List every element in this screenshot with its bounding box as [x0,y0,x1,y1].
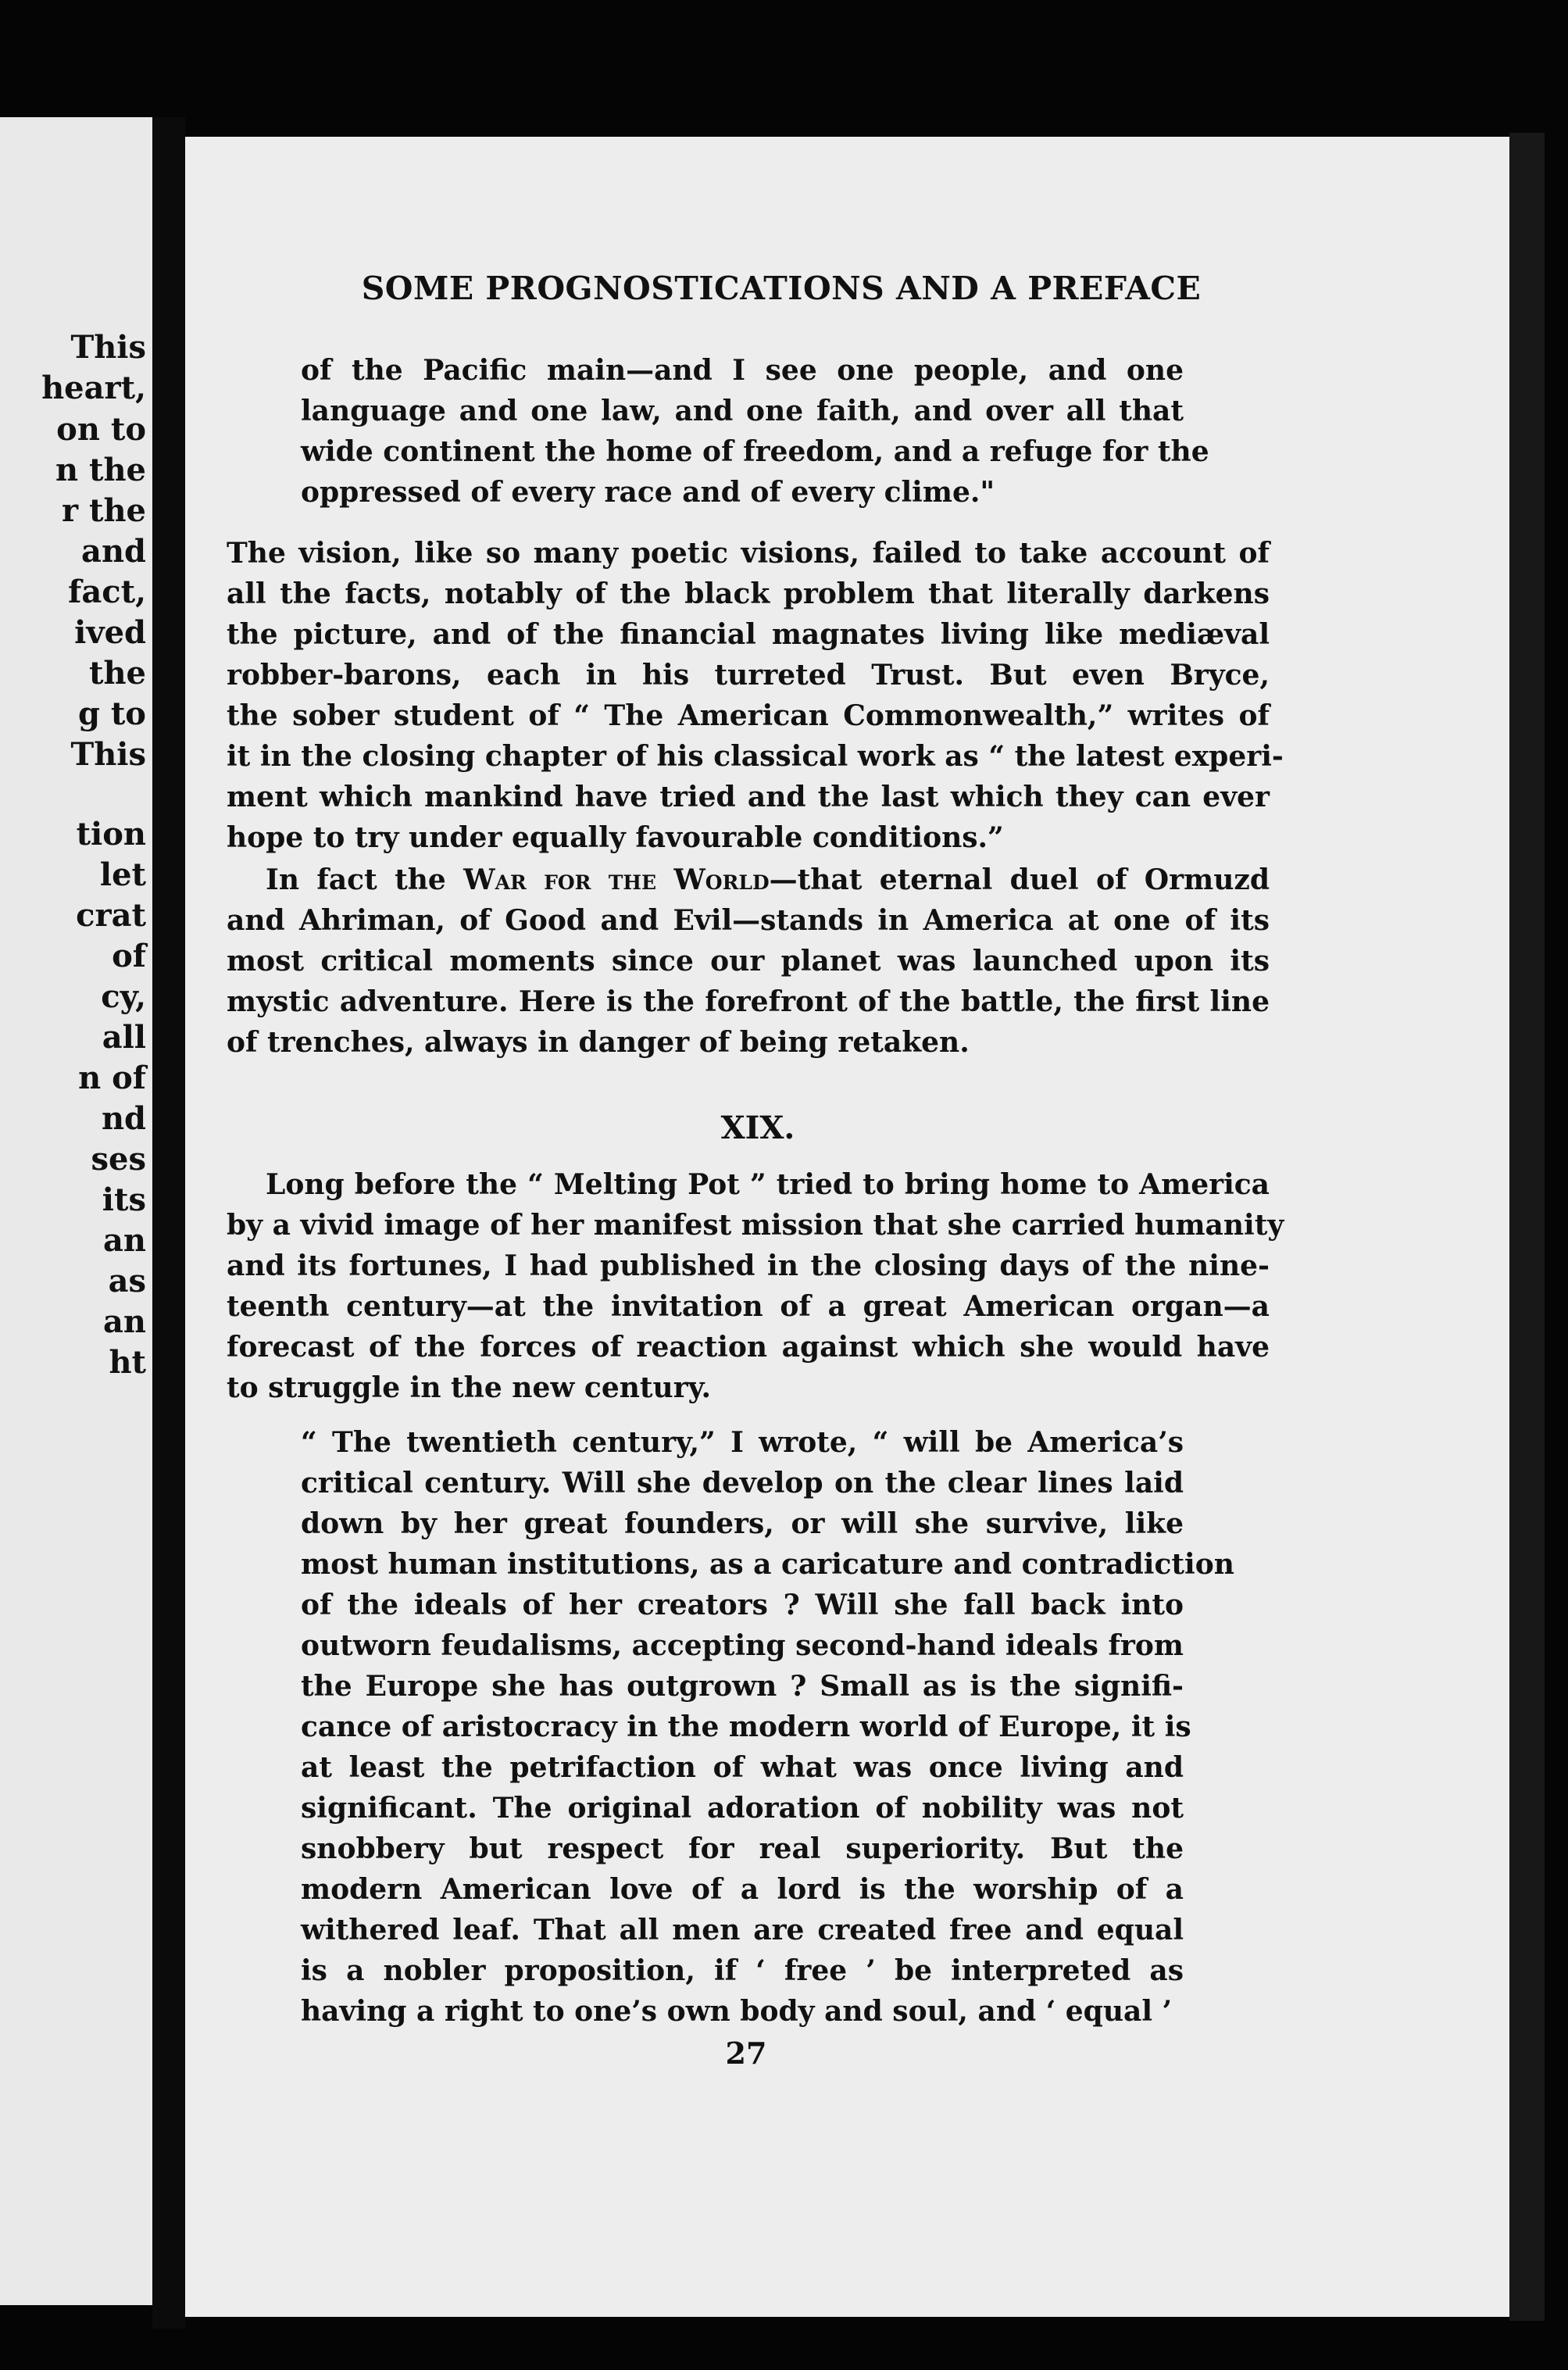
para2-lead: In fact the [266,863,464,896]
left-page-fragment: let [99,856,146,893]
para-1-line: the picture, and of the financial magnates living like mediæval [227,618,1270,651]
quote-2-line: cance of aristocracy in the modern world of Europe, it is [301,1710,1191,1743]
left-page-fragment: This [70,329,146,366]
quote-2-line: is a nobler proposition, if ‘ free ’ be interpreted as [301,1954,1184,1987]
quote-2-line: of the ideals of her creators ? Will she fall back into [301,1589,1184,1621]
para-3-line: teenth century—at the invitation of a great American organ—a [227,1290,1270,1323]
para-3-line: and its fortunes, I had published in the closing days of the nine- [227,1249,1270,1282]
left-page-fragment: n of [78,1060,146,1096]
para-3-line: Long before the “ Melting Pot ” tried to bring home to America [266,1168,1270,1201]
quote-2-line: having a right to one’s own body and soul, and ‘ equal ’ [301,1995,1173,2028]
para-3-line: to struggle in the new century. [227,1371,711,1404]
left-page-fragment: fact, [68,574,146,610]
war-for-the-world: War for the World [463,863,770,896]
left-page-fragment: n the [55,452,146,488]
section-number: XIX. [720,1110,795,1146]
para-1-line: robber-barons, each in his turreted Trust. But even Bryce, [227,659,1270,692]
left-page-fragment: on to [56,411,146,448]
quote-1-line: language and one law, and one faith, and over all that [301,395,1184,427]
left-page-fragment: ived [74,614,146,651]
para2-line-0: —that eternal duel of Ormuzd [769,863,1270,896]
left-page-fragment: an [103,1222,146,1259]
left-page-fragment: crat [76,897,146,934]
paragraph-2 [227,860,1270,1063]
previous-page-edge [0,117,152,2305]
book-gutter [152,117,185,2329]
para2-line-4: of trenches, always in danger of being retaken. [227,1026,970,1059]
para-1-line: the sober student of “ The American Commonwealth,” writes of [227,699,1270,732]
para2-line-3: mystic adventure. Here is the forefront of the battle, the first line [227,985,1270,1018]
quote-1-line: oppressed of every race and of every clime." [301,476,995,509]
left-page-fragment: the [88,655,146,692]
left-page-fragment: This [70,736,146,773]
quote-2-line: critical century. Will she develop on the clear lines laid [301,1467,1184,1500]
para-1-line: all the facts, notably of the black problem that literally darkens [227,577,1270,610]
left-page-fragment: g to [77,695,146,732]
quote-2-line: most human institutions, as a caricature and contradiction [301,1548,1234,1581]
paragraph-3 [227,1164,1284,1408]
left-page-fragment: an [103,1303,146,1340]
left-page-fragment: heart, [41,370,146,406]
quote-2-line: “ The twentieth century,” I wrote, “ will be America’s [301,1426,1184,1459]
left-page-fragment: as [108,1263,146,1299]
quote-2-line: down by her great founders, or will she survive, like [301,1507,1184,1540]
quote-2-line: withered leaf. That all men are created free and equal [301,1914,1184,1946]
quote-2-line: significant. The original adoration of nobility was not [301,1792,1184,1825]
page-stack-edge [1509,133,1545,2321]
left-page-fragment: of [112,938,146,974]
left-page-fragment: and [81,533,146,570]
quote-block-2 [301,1422,1234,2032]
left-page-fragment: all [102,1019,146,1056]
quote-2-line: snobbery but respect for real superiority. But the [301,1832,1184,1865]
quote-1-line: of the Pacific main—and I see one people, and one [301,354,1184,387]
para-3-line: by a vivid image of her manifest mission that she carried humanity [227,1209,1284,1242]
para-1-line: ment which mankind have tried and the last which they can ever [227,781,1270,813]
page-number: 27 [725,2036,767,2071]
left-page-fragment: r the [61,492,146,529]
left-page-fragment: tion [76,816,146,853]
left-page-fragment: nd [101,1100,146,1137]
para-1-line: hope to try under equally favourable conditions.” [227,821,1004,854]
left-page-fragment: ses [91,1141,146,1178]
running-head: SOME PROGNOSTICATIONS AND A PREFACE [361,270,1202,307]
para-1-line: it in the closing chapter of his classical work as “ the latest experi- [227,740,1284,773]
quote-1-line: wide continent the home of freedom, and a refuge for the [301,435,1209,468]
quote-2-line: modern American love of a lord is the worship of a [301,1873,1184,1906]
left-page-fragment: cy, [101,978,146,1015]
left-page-fragment: ht [109,1344,146,1381]
para2-line-2: most critical moments since our planet was launched upon its [227,945,1270,978]
quote-2-line: at least the petrifaction of what was once living and [301,1751,1184,1784]
para-3-line: forecast of the forces of reaction against which she would have [227,1331,1270,1364]
para2-line-1: and Ahriman, of Good and Evil—stands in America at one of its [227,904,1270,937]
para-1-line: The vision, like so many poetic visions, failed to take account of [227,537,1270,570]
left-page-fragment: its [102,1181,146,1218]
quote-2-line: outworn feudalisms, accepting second-hand ideals from [301,1629,1184,1662]
quote-2-line: the Europe she has outgrown ? Small as is the signifi- [301,1670,1184,1703]
quote-block-1 [301,350,1209,513]
paragraph-1 [227,533,1284,858]
